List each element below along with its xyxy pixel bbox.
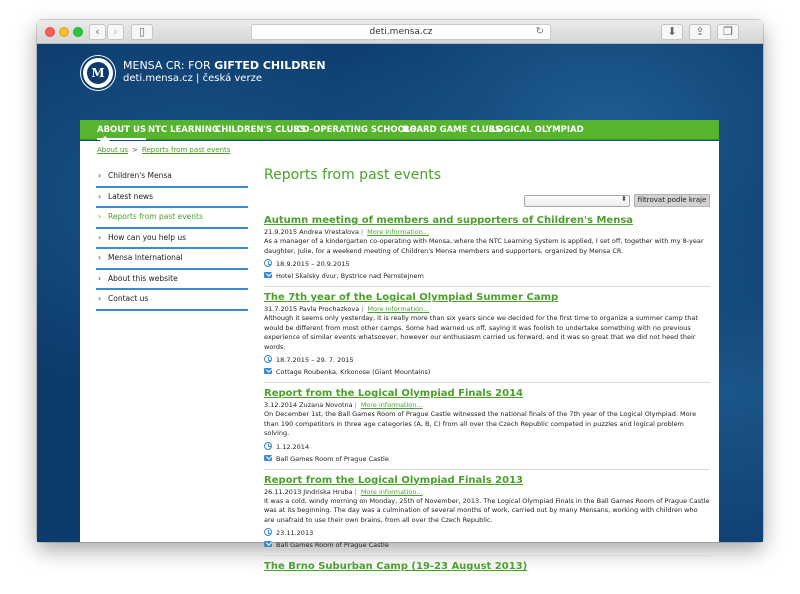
breadcrumb-reports[interactable]: Reports from past events [141, 146, 231, 154]
envelope-icon [264, 272, 272, 278]
address-bar[interactable] [251, 24, 551, 40]
event-title[interactable]: The Brno Suburban Camp (19-23 August 2013) [264, 561, 528, 572]
event-date-author: 26.11.2013 Jindriska Hruba [264, 487, 353, 496]
event-summary: Although it seems only yesterday, it is really more than six years since we decided for the first time to organize a summer camp that would be different from most other camps. Some had warned us off, saying it was foolish to undertake something with no previous experience of similar events whatsoever, however our enthusiasm carried us forward, and it was so great that we did not heed their words. [264, 314, 698, 351]
reload-icon[interactable]: ↻ [535, 26, 544, 37]
chevron-right-icon: › [98, 212, 102, 221]
event-place: Ball Games Room of Prague Castle [276, 454, 389, 463]
sidebar-item-mensa-international[interactable] [96, 249, 248, 270]
event-date: 1.12.2014 [276, 442, 310, 451]
minimize-window-button[interactable] [59, 27, 69, 37]
chevron-right-icon: › [98, 171, 102, 180]
clock-icon [264, 442, 272, 450]
event-location [264, 366, 710, 378]
clock-icon [264, 528, 272, 536]
event-summary: As a manager of a kindergarten co-operating with Mensa, where the NTC Learning System is applied, I set off, together with my 8-year daughter, Julie, for a weekend meeting of Children's Mensa members and supporters, organized by Mensa CR. [264, 237, 704, 255]
region-select[interactable] [524, 195, 630, 207]
event-title[interactable]: Autumn meeting of members and supporters of Children's Mensa [264, 215, 634, 226]
event-meta [264, 401, 710, 409]
sidebar [96, 167, 248, 311]
main-content [264, 167, 710, 572]
tabs-overview-button[interactable] [717, 24, 739, 40]
site-subtitle[interactable]: deti.mensa.cz | česká verze [123, 73, 262, 84]
event-place: Hotel Skalsky dvur, Bystrice nad Pernstejnem [276, 272, 424, 280]
close-window-button[interactable] [45, 27, 55, 37]
nav-childrens-clubs[interactable]: CHILDREN'S CLUBS [215, 125, 306, 135]
sidebar-item-contact[interactable] [96, 290, 248, 311]
share-icon: ⇪ [695, 25, 705, 38]
nav-logical-olympiad[interactable]: LOGICAL OLYMPIAD [491, 125, 584, 135]
sidebar-item-latest-news[interactable] [96, 188, 248, 209]
sidebar-item-label: Reports from past events [108, 212, 203, 221]
clock-icon [264, 355, 272, 363]
select-arrows-icon: ⬍ [621, 195, 627, 203]
event-meta [264, 228, 710, 236]
website [37, 44, 763, 572]
event-dates [264, 258, 710, 270]
more-info-link[interactable]: More information... [367, 305, 430, 313]
event-title[interactable]: Report from the Logical Olympiad Finals 2014 [264, 388, 523, 399]
browser-window [37, 20, 763, 572]
divider: | [354, 487, 357, 496]
event-item [264, 388, 710, 470]
event-location [264, 453, 710, 465]
sidebar-item-label: Latest news [108, 191, 153, 201]
chevron-left-icon: ‹ [95, 25, 100, 38]
event-meta [264, 305, 710, 313]
content-area [80, 141, 719, 572]
browser-toolbar [37, 20, 763, 44]
sidebar-item-help-us[interactable] [96, 229, 248, 250]
page-title: Reports from past events [264, 167, 442, 183]
more-info-link[interactable]: More information... [360, 487, 423, 496]
more-info-link[interactable]: More information... [360, 401, 423, 409]
event-item [264, 475, 710, 557]
breadcrumb-separator: > [132, 146, 138, 154]
event-location [264, 539, 710, 551]
event-date-author: 31.7.2015 Pavla Prochazkova [264, 305, 360, 313]
site-title [123, 59, 326, 72]
mensa-logo[interactable] [81, 56, 115, 90]
envelope-icon [264, 541, 272, 547]
event-item [264, 292, 710, 383]
event-date-author: 3.12.2014 Zuzana Novotna [264, 401, 353, 409]
nav-board-game-clubs[interactable]: BOARD GAME CLUBS [403, 125, 502, 135]
envelope-icon [264, 368, 272, 374]
event-date-author: 21.9.2015 Andrea Vrestalova [264, 228, 359, 236]
divider: | [361, 305, 364, 313]
sidebar-item-label: Children's Mensa [108, 171, 172, 180]
breadcrumb-about-us[interactable]: About us [97, 146, 129, 154]
sidebar-icon: ▯ [138, 25, 146, 38]
share-button[interactable] [689, 24, 711, 40]
nav-ntc-learning[interactable]: NTC LEARNING [148, 125, 219, 135]
nav-co-operating-schools[interactable]: CO-OPERATING SCHOOLS [296, 125, 417, 135]
event-location [264, 270, 710, 282]
downloads-button[interactable] [661, 24, 683, 40]
sidebar-item-label: About this website [108, 273, 178, 283]
envelope-icon [264, 455, 272, 461]
more-info-link[interactable]: More information... [367, 228, 430, 236]
event-date: 23.11.2013 [276, 529, 314, 537]
event-place: Ball Games Room of Prague Castle [276, 541, 389, 549]
sidebar-item-reports[interactable] [96, 208, 248, 229]
event-title[interactable]: Report from the Logical Olympiad Finals 2013 [264, 474, 523, 486]
event-dates [264, 354, 710, 366]
chevron-right-icon: › [98, 232, 102, 242]
sidebar-item-label: How can you help us [108, 232, 187, 242]
sidebar-item-about-website[interactable] [96, 270, 248, 291]
event-place: Cottage Roubenka, Krkonose (Giant Mountains) [276, 368, 431, 376]
chevron-right-icon: › [98, 273, 102, 283]
event-title[interactable]: The 7th year of the Logical Olympiad Summer Camp [264, 292, 559, 303]
chevron-right-icon: › [98, 294, 102, 303]
event-list [264, 215, 710, 583]
sidebar-item-label: Contact us [108, 294, 149, 303]
sidebar-item-childrens-mensa[interactable] [96, 167, 248, 188]
event-date: 18.7.2015 – 29. 7. 2015 [276, 356, 354, 364]
event-item [264, 561, 710, 578]
sidebar-toggle-button[interactable] [131, 24, 153, 40]
event-dates [264, 527, 710, 539]
forward-button[interactable] [107, 24, 124, 40]
breadcrumb [97, 146, 230, 154]
event-meta [264, 488, 710, 496]
tabs-icon: ❐ [723, 25, 733, 38]
filter-button[interactable]: filtrovat podle kraje [634, 194, 710, 207]
sidebar-item-label: Mensa International [108, 253, 183, 262]
back-button[interactable] [89, 24, 106, 40]
clock-icon [264, 259, 272, 267]
event-summary: It was a cold, windy morning on Monday, 25th of November, 2013. The Logical Olympiad Finals in the Ball Games Room of Prague Castle was at its beginning. The day was a culmination of several months of work, carried out by many Mensans, working with children who are unafraid to use their own brains, from all over the Czech Republic. [264, 496, 710, 524]
event-dates [264, 441, 710, 453]
site-title-prefix: MENSA CR: FOR [123, 59, 215, 72]
event-item [264, 215, 710, 287]
chevron-right-icon: › [113, 25, 118, 38]
divider: | [360, 228, 364, 236]
url-text: deti.mensa.cz [369, 27, 433, 37]
logo-letter: M [87, 62, 109, 84]
chevron-right-icon: › [98, 253, 102, 262]
nav-about-us[interactable]: ABOUT US [97, 120, 146, 140]
main-nav [80, 120, 719, 140]
divider: | [354, 401, 357, 409]
download-icon: ⬇ [667, 25, 677, 38]
zoom-window-button[interactable] [73, 27, 83, 37]
event-summary: On December 1st, the Ball Games Room of Prague Castle witnessed the national finals of the 7th year of the Logical Olympiad. More than 190 competitors in three age categories (A, B, C) from all over the Czech Republic competed in puzzles and logical problem solving. [264, 410, 697, 437]
chevron-right-icon: › [98, 191, 102, 201]
event-date: 18.9.2015 – 20.9.2015 [276, 260, 350, 268]
site-title-bold: GIFTED CHILDREN [214, 59, 326, 72]
